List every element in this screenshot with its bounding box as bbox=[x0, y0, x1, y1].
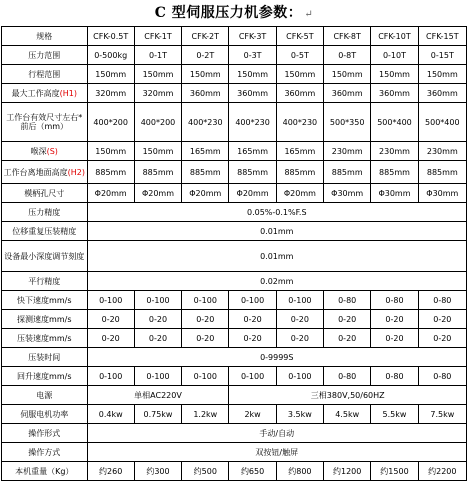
row-label-die-hole: 模柄孔尺寸 bbox=[2, 184, 88, 203]
value-cell: 885mm bbox=[324, 161, 371, 184]
value-cell: 0-8T bbox=[324, 46, 371, 65]
value-cell: Φ30mm bbox=[418, 184, 466, 203]
value-cell: 885mm bbox=[182, 161, 229, 184]
table-row bbox=[2, 443, 467, 462]
row-label-throat bbox=[2, 142, 88, 161]
value-cell: 5.5kw bbox=[371, 405, 418, 424]
value-cell: 0-100 bbox=[182, 367, 229, 386]
row-label-symbol: (H2) bbox=[67, 167, 85, 177]
value-cell: 0-20 bbox=[134, 329, 181, 348]
header-label-cell: 规格 bbox=[2, 27, 88, 46]
value-cell: 0-80 bbox=[418, 291, 466, 310]
value-cell: 0.05%-0.1%F.S bbox=[87, 203, 466, 222]
value-cell: 0-100 bbox=[134, 291, 181, 310]
table-row bbox=[2, 310, 467, 329]
value-cell: 0-100 bbox=[182, 291, 229, 310]
model-header-cell: CFK-3T bbox=[229, 27, 276, 46]
row-label-probe-speed: 探测速度mm/s bbox=[2, 310, 88, 329]
model-header-cell: CFK-2T bbox=[182, 27, 229, 46]
value-cell: 0-20 bbox=[324, 310, 371, 329]
value-cell: 0-20 bbox=[182, 310, 229, 329]
value-cell: 0.02mm bbox=[87, 272, 466, 291]
table-row bbox=[2, 184, 467, 203]
table-row bbox=[2, 46, 467, 65]
value-cell: 0-20 bbox=[87, 329, 134, 348]
value-cell: 150mm bbox=[276, 65, 323, 84]
row-label-repeat-acc: 位移重复压装精度 bbox=[2, 222, 88, 241]
table-row bbox=[2, 348, 467, 367]
value-cell: 0.01mm bbox=[87, 241, 466, 272]
value-cell: Φ20mm bbox=[276, 184, 323, 203]
row-label-text: 喉深 bbox=[30, 146, 47, 156]
value-cell: 0-10T bbox=[371, 46, 418, 65]
model-header-cell: CFK-8T bbox=[324, 27, 371, 46]
value-cell: 0-100 bbox=[276, 367, 323, 386]
table-row bbox=[2, 367, 467, 386]
value-cell: 150mm bbox=[87, 142, 134, 161]
model-header-cell: CFK-15T bbox=[418, 27, 466, 46]
value-cell: Φ30mm bbox=[371, 184, 418, 203]
value-cell: 400*200 bbox=[87, 103, 134, 142]
page-title bbox=[0, 0, 468, 26]
model-header-cell: CFK-5T bbox=[276, 27, 323, 46]
table-row bbox=[2, 424, 467, 443]
value-cell: 约1500 bbox=[371, 462, 418, 481]
table-row bbox=[2, 241, 467, 272]
value-cell: 400*200 bbox=[134, 103, 181, 142]
value-cell: 0-9999S bbox=[87, 348, 466, 367]
value-cell: 0-20 bbox=[229, 310, 276, 329]
table-row bbox=[2, 84, 467, 103]
value-cell: 0-20 bbox=[182, 329, 229, 348]
value-cell: 885mm bbox=[276, 161, 323, 184]
value-cell: 约500 bbox=[182, 462, 229, 481]
value-cell: 手动/自动 bbox=[87, 424, 466, 443]
value-cell: 165mm bbox=[182, 142, 229, 161]
value-cell: 885mm bbox=[371, 161, 418, 184]
value-cell: 500*400 bbox=[418, 103, 466, 142]
value-cell: 约260 bbox=[87, 462, 134, 481]
value-cell: 150mm bbox=[324, 65, 371, 84]
value-cell: 0.4kw bbox=[87, 405, 134, 424]
title-text: C 型伺服压力机参数： bbox=[154, 5, 303, 21]
value-cell: 360mm bbox=[324, 84, 371, 103]
value-cell: 0-20 bbox=[276, 329, 323, 348]
value-cell: 360mm bbox=[276, 84, 323, 103]
value-cell: 0-1T bbox=[134, 46, 181, 65]
row-label-range: 压力范围 bbox=[2, 46, 88, 65]
value-cell: 0-500kg bbox=[87, 46, 134, 65]
table-row bbox=[2, 386, 467, 405]
table-row bbox=[2, 65, 467, 84]
value-cell: 0-20 bbox=[134, 310, 181, 329]
row-label-press-speed: 压装速度mm/s bbox=[2, 329, 88, 348]
row-label-text: 最大工作高度 bbox=[11, 88, 60, 98]
value-cell: 150mm bbox=[371, 65, 418, 84]
table-row bbox=[2, 405, 467, 424]
value-cell: 0.75kw bbox=[134, 405, 181, 424]
row-label-return-speed: 回升速度mm/s bbox=[2, 367, 88, 386]
row-label-pressure-acc: 压力精度 bbox=[2, 203, 88, 222]
table-row bbox=[2, 272, 467, 291]
table-row bbox=[2, 161, 467, 184]
table-row bbox=[2, 462, 467, 481]
value-cell: Φ20mm bbox=[134, 184, 181, 203]
row-label-table-size: 工作台有效尺寸左右*前后（mm） bbox=[2, 103, 88, 142]
row-label-power: 电源 bbox=[2, 386, 88, 405]
value-cell: 360mm bbox=[371, 84, 418, 103]
value-cell: 360mm bbox=[418, 84, 466, 103]
value-cell: 0-20 bbox=[324, 329, 371, 348]
value-cell: 165mm bbox=[229, 142, 276, 161]
table-row bbox=[2, 103, 467, 142]
value-cell: 230mm bbox=[371, 142, 418, 161]
table-row bbox=[2, 291, 467, 310]
value-cell: 400*230 bbox=[229, 103, 276, 142]
value-cell: 0-80 bbox=[371, 367, 418, 386]
return-mark-icon: ↵ bbox=[304, 9, 314, 20]
value-cell: 0-20 bbox=[276, 310, 323, 329]
value-cell: 230mm bbox=[324, 142, 371, 161]
value-cell: 885mm bbox=[134, 161, 181, 184]
row-label-press-time: 压装时间 bbox=[2, 348, 88, 367]
table-row bbox=[2, 329, 467, 348]
value-cell: 3.5kw bbox=[276, 405, 323, 424]
value-cell: 150mm bbox=[134, 65, 181, 84]
value-cell: 0-20 bbox=[87, 310, 134, 329]
value-cell: 0-20 bbox=[371, 329, 418, 348]
value-cell: 0-2T bbox=[182, 46, 229, 65]
value-cell: 0-20 bbox=[418, 310, 466, 329]
row-label-weight: 本机重量（Kg） bbox=[2, 462, 88, 481]
row-label-parallel: 平行精度 bbox=[2, 272, 88, 291]
value-cell: 360mm bbox=[182, 84, 229, 103]
value-cell: 0-100 bbox=[87, 291, 134, 310]
value-cell: 165mm bbox=[276, 142, 323, 161]
row-label-operation-way: 操作方式 bbox=[2, 443, 88, 462]
row-label-motor-power: 伺服电机功率 bbox=[2, 405, 88, 424]
value-cell: 7.5kw bbox=[418, 405, 466, 424]
value-cell: 0-100 bbox=[134, 367, 181, 386]
value-cell: 0.01mm bbox=[87, 222, 466, 241]
value-cell: 1.2kw bbox=[182, 405, 229, 424]
value-cell: 320mm bbox=[134, 84, 181, 103]
row-label-text: 工作台离地面高度 bbox=[3, 167, 68, 177]
value-cell: 0-100 bbox=[229, 367, 276, 386]
row-label-floor-height bbox=[2, 161, 88, 184]
value-cell: 885mm bbox=[229, 161, 276, 184]
value-cell: 0-100 bbox=[229, 291, 276, 310]
value-cell: 150mm bbox=[418, 65, 466, 84]
value-cell: 0-3T bbox=[229, 46, 276, 65]
value-cell: 双按钮/触屏 bbox=[87, 443, 466, 462]
spec-table-body bbox=[2, 27, 467, 481]
value-cell: 0-5T bbox=[276, 46, 323, 65]
value-cell: 三相380V,50/60HZ bbox=[229, 386, 467, 405]
value-cell: 0-20 bbox=[418, 329, 466, 348]
value-cell: 4.5kw bbox=[324, 405, 371, 424]
value-cell: 约300 bbox=[134, 462, 181, 481]
value-cell: 约800 bbox=[276, 462, 323, 481]
model-header-cell: CFK-10T bbox=[371, 27, 418, 46]
row-label-max-height bbox=[2, 84, 88, 103]
table-row bbox=[2, 203, 467, 222]
value-cell: 150mm bbox=[229, 65, 276, 84]
model-header-cell: CFK-0.5T bbox=[87, 27, 134, 46]
value-cell: 约2200 bbox=[418, 462, 466, 481]
row-label-symbol: (H1) bbox=[59, 88, 77, 98]
value-cell: 400*230 bbox=[276, 103, 323, 142]
value-cell: Φ20mm bbox=[87, 184, 134, 203]
value-cell: 885mm bbox=[418, 161, 466, 184]
row-label-operation-mode: 操作形式 bbox=[2, 424, 88, 443]
row-label-stroke: 行程范围 bbox=[2, 65, 88, 84]
value-cell: 0-80 bbox=[324, 367, 371, 386]
value-cell: 约650 bbox=[229, 462, 276, 481]
value-cell: 约1200 bbox=[324, 462, 371, 481]
row-label-min-depth: 设备最小深度调节刻度 bbox=[2, 241, 88, 272]
value-cell: 400*230 bbox=[182, 103, 229, 142]
value-cell: 0-80 bbox=[371, 291, 418, 310]
value-cell: 885mm bbox=[87, 161, 134, 184]
table-row bbox=[2, 142, 467, 161]
value-cell: 0-80 bbox=[324, 291, 371, 310]
value-cell: 2kw bbox=[229, 405, 276, 424]
value-cell: 320mm bbox=[87, 84, 134, 103]
row-label-fast-down: 快下速度mm/s bbox=[2, 291, 88, 310]
value-cell: 0-15T bbox=[418, 46, 466, 65]
value-cell: 500*350 bbox=[324, 103, 371, 142]
value-cell: 230mm bbox=[418, 142, 466, 161]
value-cell: 500*400 bbox=[371, 103, 418, 142]
value-cell: 360mm bbox=[229, 84, 276, 103]
value-cell: Φ30mm bbox=[324, 184, 371, 203]
value-cell: 0-20 bbox=[371, 310, 418, 329]
value-cell: 150mm bbox=[87, 65, 134, 84]
value-cell: 0-80 bbox=[418, 367, 466, 386]
value-cell: 单相AC220V bbox=[87, 386, 229, 405]
value-cell: 0-20 bbox=[229, 329, 276, 348]
value-cell: Φ20mm bbox=[182, 184, 229, 203]
value-cell: 150mm bbox=[134, 142, 181, 161]
model-header-cell: CFK-1T bbox=[134, 27, 181, 46]
value-cell: 0-100 bbox=[276, 291, 323, 310]
value-cell: 150mm bbox=[182, 65, 229, 84]
table-row bbox=[2, 222, 467, 241]
row-label-symbol: (S) bbox=[46, 146, 58, 156]
value-cell: 0-100 bbox=[87, 367, 134, 386]
value-cell: Φ20mm bbox=[229, 184, 276, 203]
spec-table bbox=[1, 26, 467, 481]
table-header-row bbox=[2, 27, 467, 46]
